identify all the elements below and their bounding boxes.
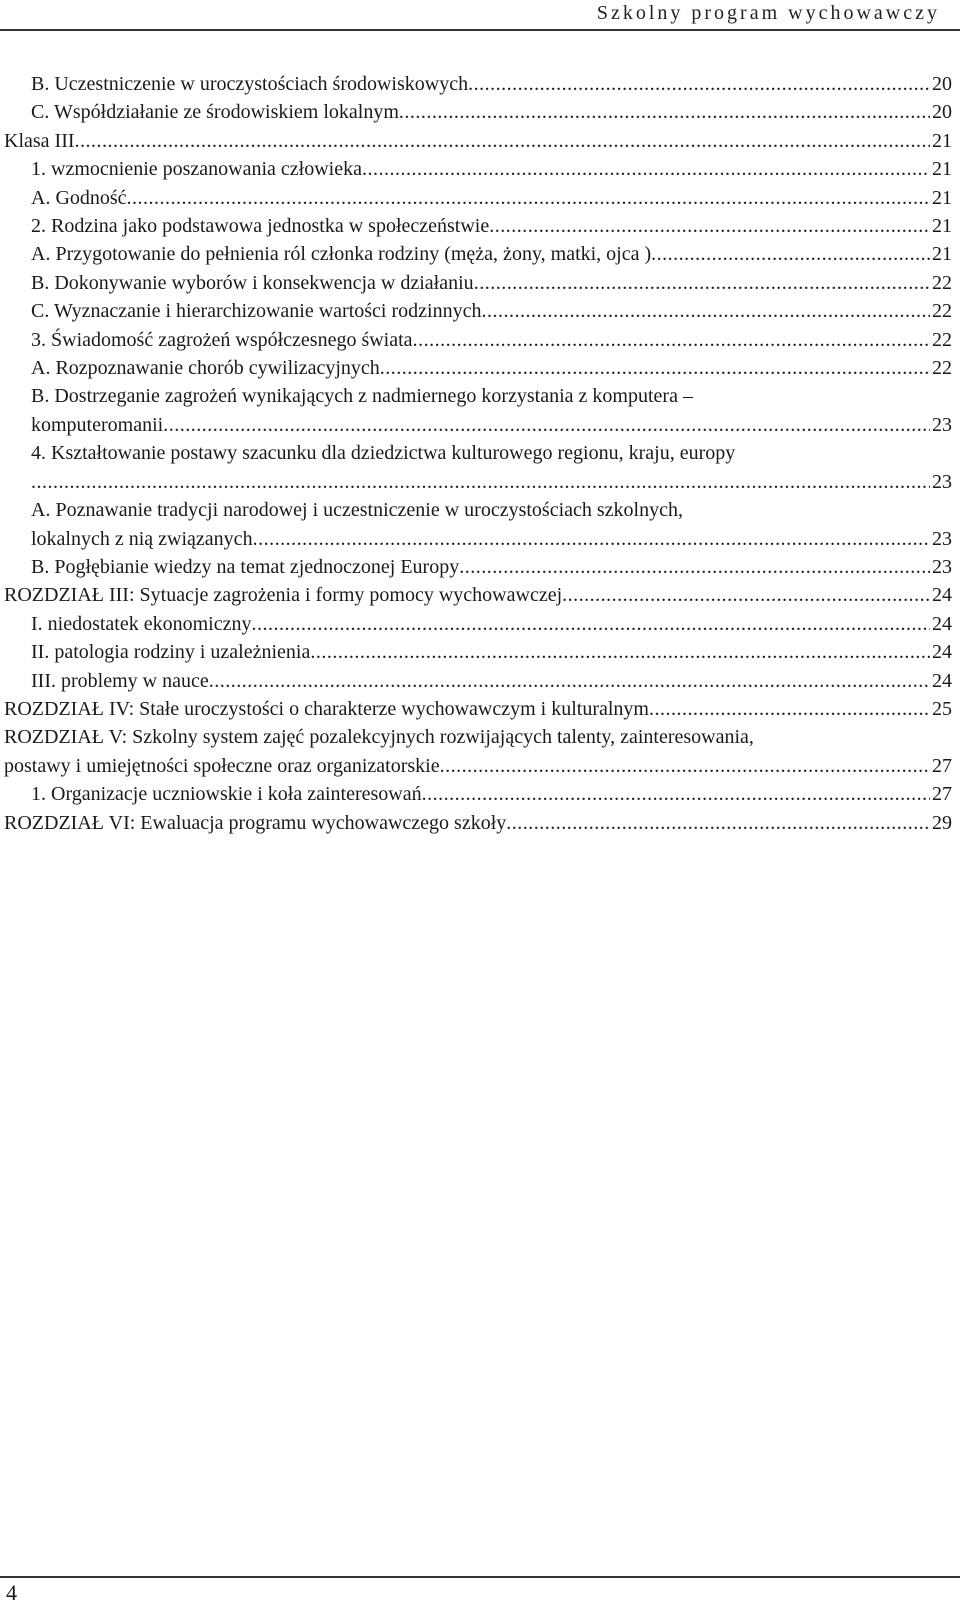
toc-entry-page-number: 29 bbox=[932, 811, 952, 834]
toc-entry-line bbox=[31, 326, 952, 354]
toc-entry-title: 2. Rodzina jako podstawowa jednostka w społeczeństwie bbox=[31, 215, 490, 238]
toc-entry[interactable] bbox=[0, 269, 952, 297]
toc-entry-line bbox=[31, 667, 952, 695]
running-header-title: Szkolny program wychowawczy bbox=[596, 2, 940, 24]
toc-entry-page-number: 22 bbox=[932, 300, 952, 323]
toc-entry-line bbox=[4, 809, 952, 837]
toc-entry[interactable] bbox=[0, 98, 952, 126]
toc-entry-page-number: 23 bbox=[932, 413, 952, 436]
toc-entry[interactable] bbox=[0, 326, 952, 354]
toc-entry-page-number: 27 bbox=[932, 783, 952, 806]
toc-entry-line bbox=[31, 553, 952, 581]
toc-entry-page-number: 23 bbox=[932, 470, 952, 493]
toc-entry-page-number: 20 bbox=[932, 73, 952, 95]
toc-entry-title: ROZDZIAŁ VI: Ewaluacja programu wychowawczego szkoły bbox=[4, 811, 507, 834]
dot-leader bbox=[481, 297, 930, 325]
toc-entry-page-number: 24 bbox=[932, 612, 952, 635]
toc-entry-page-number: 21 bbox=[932, 186, 952, 209]
toc-entry-title: ROZDZIAŁ IV: Stałe uroczystości o charakterze wychowawczym i kulturalnym bbox=[4, 697, 649, 720]
toc-entry-page-number: 24 bbox=[932, 584, 952, 607]
toc-entry[interactable] bbox=[0, 638, 952, 666]
toc-entry-title: II. patologia rodziny i uzależnienia bbox=[31, 641, 311, 664]
toc-entry[interactable] bbox=[0, 723, 952, 780]
toc-entry-line bbox=[31, 297, 952, 325]
toc-entry-title: I. niedostatek ekonomiczny bbox=[31, 612, 252, 635]
dot-leader bbox=[474, 269, 930, 297]
toc-entry-title: A. Godność bbox=[31, 186, 127, 209]
toc-entry-title: 1. wzmocnienie poszanowania człowieka bbox=[31, 158, 362, 181]
toc-entry[interactable] bbox=[0, 553, 952, 581]
toc-entry-page-number: 22 bbox=[932, 271, 952, 294]
dot-leader bbox=[252, 610, 931, 638]
toc-entry-title: B. Dokonywanie wyborów i konsekwencja w działaniu bbox=[31, 271, 474, 294]
toc-entry[interactable] bbox=[0, 240, 952, 268]
toc-entry-page-number: 25 bbox=[932, 697, 952, 720]
toc-entry-page-number: 23 bbox=[932, 555, 952, 578]
toc-entry-page-number: 22 bbox=[932, 328, 952, 351]
toc-entry-line bbox=[31, 70, 952, 98]
toc-entry-line bbox=[31, 468, 952, 496]
toc-entry[interactable] bbox=[0, 695, 952, 723]
toc-entry-line bbox=[31, 98, 952, 126]
dot-leader bbox=[310, 638, 930, 666]
toc-entry-page-number: 24 bbox=[932, 669, 952, 692]
header-divider bbox=[0, 29, 960, 31]
toc-entry-line bbox=[31, 184, 952, 212]
toc-entry-title: postawy i umiejętności społeczne oraz organizatorskie bbox=[4, 754, 440, 777]
toc-entry-line bbox=[4, 752, 952, 780]
dot-leader bbox=[413, 326, 930, 354]
toc-entry-title-line1: 4. Kształtowanie postawy szacunku dla dziedzictwa kulturowego regionu, kraju, europy bbox=[31, 442, 736, 465]
toc-entry-title: komputeromanii bbox=[31, 413, 164, 436]
toc-entry-page-number: 21 bbox=[932, 158, 952, 181]
toc-entry-page-number: 21 bbox=[932, 129, 952, 152]
dot-leader bbox=[468, 70, 930, 98]
toc-entry[interactable] bbox=[0, 212, 952, 240]
toc-entry-title: 1. Organizacje uczniowskie i koła zainteresowań bbox=[31, 783, 422, 806]
toc-entry[interactable] bbox=[0, 70, 952, 98]
toc-entry[interactable] bbox=[0, 354, 952, 382]
dot-leader bbox=[422, 780, 930, 808]
toc-entry-line bbox=[31, 411, 952, 439]
dot-leader bbox=[399, 98, 930, 126]
toc-entry[interactable] bbox=[0, 439, 952, 496]
toc-entry[interactable] bbox=[0, 382, 952, 439]
toc-entry-line bbox=[31, 638, 952, 666]
dot-leader bbox=[651, 240, 930, 268]
toc-entry-title-line1: A. Poznawanie tradycji narodowej i uczestniczenie w uroczystościach szkolnych, bbox=[31, 499, 683, 522]
page-number: 4 bbox=[6, 1580, 17, 1605]
toc-entry-line bbox=[31, 354, 952, 382]
toc-entry-title: Klasa III bbox=[4, 129, 75, 152]
toc-entry-title: 3. Świadomość zagrożeń współczesnego świata bbox=[31, 328, 413, 351]
toc-entry-line bbox=[4, 127, 952, 155]
toc-entry[interactable] bbox=[0, 667, 952, 695]
dot-leader bbox=[253, 525, 930, 553]
toc-entry[interactable] bbox=[0, 809, 952, 837]
dot-leader bbox=[380, 354, 930, 382]
toc-entry-line bbox=[31, 155, 952, 183]
toc-entry-line bbox=[31, 240, 952, 268]
toc-entry-page-number: 27 bbox=[932, 754, 952, 777]
toc-entry-title: III. problemy w nauce bbox=[31, 669, 209, 692]
toc-entry[interactable] bbox=[0, 496, 952, 553]
toc-entry-page-number: 21 bbox=[932, 215, 952, 238]
toc-entry-title-line1: B. Dostrzeganie zagrożeń wynikających z nadmiernego korzystania z komputera – bbox=[31, 385, 693, 408]
dot-leader bbox=[649, 695, 930, 723]
toc-entry[interactable] bbox=[0, 581, 952, 609]
toc-entry-line bbox=[31, 269, 952, 297]
toc-entry-title: lokalnych z nią związanych bbox=[31, 527, 253, 550]
toc-entry-title-line1: ROZDZIAŁ V: Szkolny system zajęć pozalekcyjnych rozwijających talenty, zainteresowania, bbox=[4, 726, 754, 749]
table-of-contents bbox=[0, 70, 952, 837]
toc-entry-line bbox=[31, 525, 952, 553]
toc-entry[interactable] bbox=[0, 297, 952, 325]
dot-leader bbox=[489, 212, 930, 240]
toc-entry-line bbox=[4, 581, 952, 609]
toc-entry-title: C. Wyznaczanie i hierarchizowanie wartości rodzinnych bbox=[31, 300, 482, 323]
dot-leader bbox=[163, 411, 930, 439]
toc-entry-page-number: 21 bbox=[932, 243, 952, 266]
toc-entry[interactable] bbox=[0, 127, 952, 155]
toc-entry-page-number: 23 bbox=[932, 527, 952, 550]
toc-entry[interactable] bbox=[0, 155, 952, 183]
toc-entry-line bbox=[31, 212, 952, 240]
dot-leader bbox=[127, 184, 930, 212]
toc-entry-page-number: 20 bbox=[932, 101, 952, 124]
toc-entry-title: C. Współdziałanie ze środowiskiem lokalnym bbox=[31, 101, 399, 124]
dot-leader bbox=[362, 155, 930, 183]
dot-leader bbox=[459, 553, 930, 581]
dot-leader bbox=[562, 581, 930, 609]
toc-entry-line bbox=[4, 695, 952, 723]
footer-divider bbox=[0, 1576, 960, 1578]
toc-entry[interactable] bbox=[0, 184, 952, 212]
dot-leader bbox=[75, 127, 930, 155]
toc-entry-title: B. Pogłębianie wiedzy na temat zjednoczonej Europy bbox=[31, 555, 460, 578]
toc-entry-line bbox=[31, 610, 952, 638]
dot-leader bbox=[506, 809, 930, 837]
toc-entry-title: A. Przygotowanie do pełnienia ról członka rodziny (męża, żony, matki, ojca ) bbox=[31, 243, 652, 266]
dot-leader bbox=[31, 468, 930, 496]
toc-entry-title: A. Rozpoznawanie chorób cywilizacyjnych bbox=[31, 357, 380, 380]
toc-entry[interactable] bbox=[0, 780, 952, 808]
dot-leader bbox=[440, 752, 930, 780]
toc-entry-line bbox=[31, 780, 952, 808]
toc-entry-title: ROZDZIAŁ III: Sytuacje zagrożenia i formy pomocy wychowawczej bbox=[4, 584, 563, 607]
toc-entry-page-number: 22 bbox=[932, 357, 952, 380]
toc-entry-title: B. Uczestniczenie w uroczystościach środowiskowych bbox=[31, 73, 469, 95]
toc-entry[interactable] bbox=[0, 610, 952, 638]
toc-entry-page-number: 24 bbox=[932, 641, 952, 664]
dot-leader bbox=[209, 667, 930, 695]
